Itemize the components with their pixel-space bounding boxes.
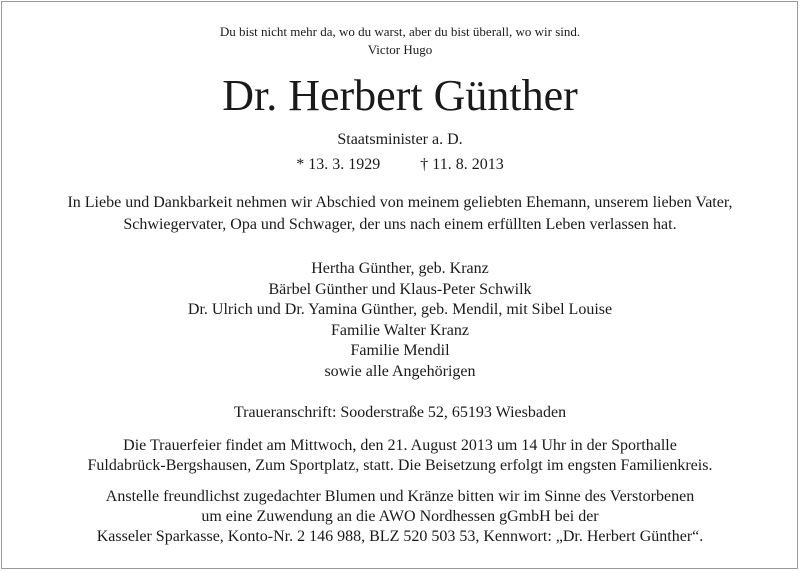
- mourner: Familie Walter Kranz: [331, 321, 469, 339]
- intro-line: In Liebe und Dankbarkeit nehmen wir Abschied von meinem geliebten Ehemann, unserem lieben Vater,: [67, 194, 733, 211]
- donation-line: Anstelle freundlichst zugedachter Blumen und Kränze bitten wir im Sinne des Verstorbenen: [105, 488, 695, 505]
- deceased-name: Dr. Herbert Günther: [222, 71, 578, 120]
- mourner: Bärbel Günther und Klaus-Peter Schwilk: [268, 280, 532, 298]
- mourner: Familie Mendil: [350, 342, 450, 359]
- quote-author: Victor Hugo: [367, 42, 433, 57]
- funeral-line: Die Trauerfeier findet am Mittwoch, den 21. August 2013 um 14 Uhr in der Sporthalle: [123, 437, 677, 454]
- mourner: sowie alle Angehörigen: [324, 362, 476, 380]
- mourning-address: Traueranschrift: Sooderstraße 52, 65193 Wiesbaden: [233, 404, 567, 421]
- mourner: Hertha Günther, geb. Kranz: [311, 260, 489, 277]
- donation-info: [0, 487, 800, 547]
- funeral-info: [0, 436, 800, 476]
- funeral-line: Fuldabrück-Bergshausen, Zum Sportplatz, statt. Die Beisetzung erfolgt im engsten Familienkreis.: [87, 457, 713, 474]
- death-date: † 11. 8. 2013: [420, 156, 504, 173]
- intro-text: [0, 192, 800, 236]
- donation-line: um eine Zuwendung an die AWO Nordhessen gGmbH bei der: [201, 508, 599, 525]
- quote-block: [0, 23, 800, 59]
- donation-line: Kasseler Sparkasse, Konto-Nr. 2 146 988, BLZ 520 503 53, Kennwort: „Dr. Herbert Günther“.: [96, 528, 704, 545]
- life-dates: [0, 155, 800, 175]
- mourner: Dr. Ulrich und Dr. Yamina Günther, geb. Mendil, mit Sibel Louise: [187, 301, 613, 318]
- birth-date: * 13. 3. 1929: [296, 156, 381, 173]
- deceased-title: Staatsminister a. D.: [337, 131, 463, 148]
- intro-line: Schwiegervater, Opa und Schwager, der uns nach einem erfüllten Leben verlassen hat.: [123, 216, 677, 233]
- quote-text: Du bist nicht mehr da, wo du warst, aber du bist überall, wo wir sind.: [219, 24, 581, 39]
- mourners-list: [0, 259, 800, 382]
